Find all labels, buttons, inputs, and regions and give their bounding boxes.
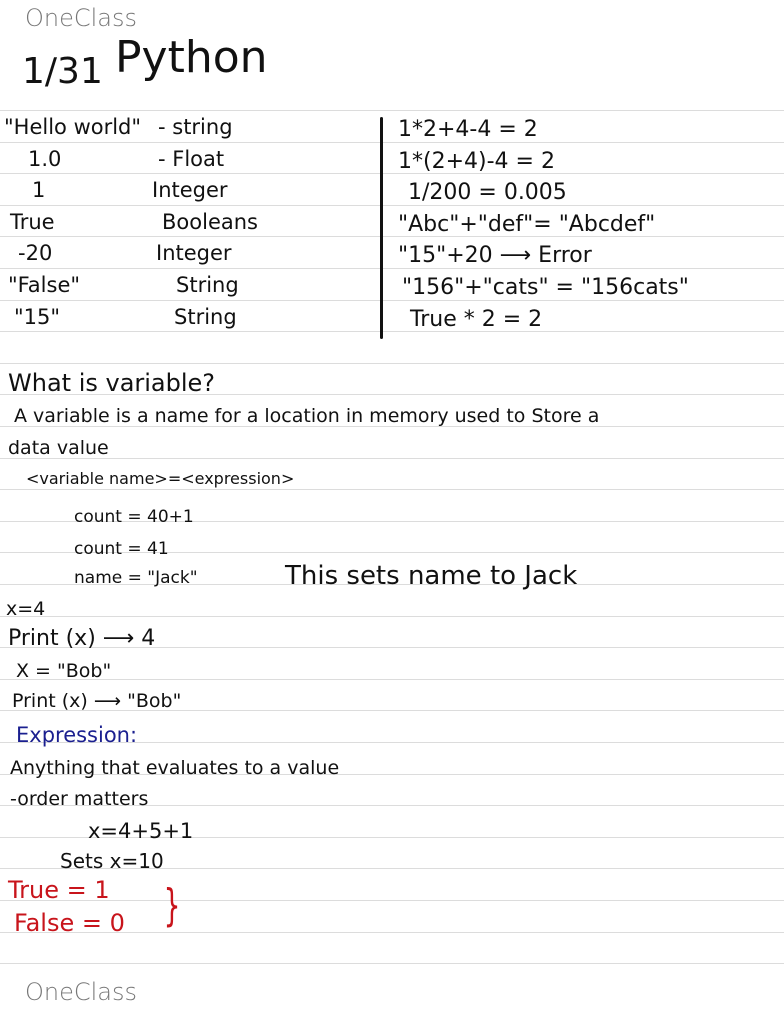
ruled-line [0,363,784,364]
type-value: -20 [18,241,53,266]
example-line: name = "Jack" [74,568,198,588]
column-divider [380,117,383,339]
type-value: 1.0 [28,146,62,171]
brace: } [163,880,181,931]
variable-syntax: <variable name>=<expression> [26,469,295,488]
ruled-line [0,173,784,174]
code-line: Print (x) ⟶ "Bob" [12,690,182,712]
expression-line: "15"+20 ⟶ Error [398,243,592,269]
variable-definition: A variable is a name for a location in memory used to Store a [14,405,600,427]
type-name: Integer [156,241,232,266]
ruled-line [0,679,784,680]
variable-note: This sets name to Jack [285,561,578,591]
example-line: count = 41 [74,539,169,559]
type-name: - Float [158,146,225,171]
ruled-line [0,236,784,237]
ruled-line [0,205,784,206]
example-line: count = 40+1 [74,507,194,527]
type-value: "Hello world" [4,115,142,139]
variable-heading: What is variable? [8,369,216,397]
oneclass-logo-bottom: OneClass [25,978,138,1006]
oneclass-logo-top: OneClass [25,4,138,32]
expression-line: "156"+"cats" = "156cats" [402,275,689,300]
code-line: x=4 [6,598,46,620]
ruled-line [0,900,784,901]
type-name: String [174,304,237,329]
expression-text: Anything that evaluates to a value [10,757,340,779]
expression-line: 1/200 = 0.005 [408,180,567,206]
expression-line: 1*2+4-4 = 2 [398,117,538,142]
ruled-line [0,331,784,332]
expression-example: x=4+5+1 [88,819,194,843]
expression-line: True * 2 = 2 [410,306,543,332]
ruled-line [0,268,784,269]
type-value: "15" [14,304,61,329]
expression-line: 1*(2+4)-4 = 2 [398,148,555,174]
ruled-line [0,616,784,617]
variable-definition-cont: data value [8,437,109,459]
expression-result: Sets x=10 [60,849,164,873]
note-title: Python [115,32,268,83]
boolean-true: True = 1 [8,876,110,904]
type-name: Integer [152,178,228,203]
note-date: 1/31 [22,51,103,92]
boolean-false: False = 0 [14,909,125,937]
ruled-line [0,142,784,143]
type-name: Booleans [162,209,258,234]
type-value: "False" [8,273,81,297]
ruled-line [0,110,784,111]
type-value: 1 [32,178,46,203]
expression-text: -order matters [10,788,149,810]
type-name: String [176,273,239,297]
ruled-line [0,458,784,459]
type-name: - string [158,115,233,139]
ruled-line [0,963,784,964]
expression-heading: Expression: [16,723,138,747]
expression-line: "Abc"+"def"= "Abcdef" [398,211,656,237]
code-line: Print (x) ⟶ 4 [8,626,156,651]
code-line: X = "Bob" [16,660,112,682]
type-value: True [10,209,55,234]
